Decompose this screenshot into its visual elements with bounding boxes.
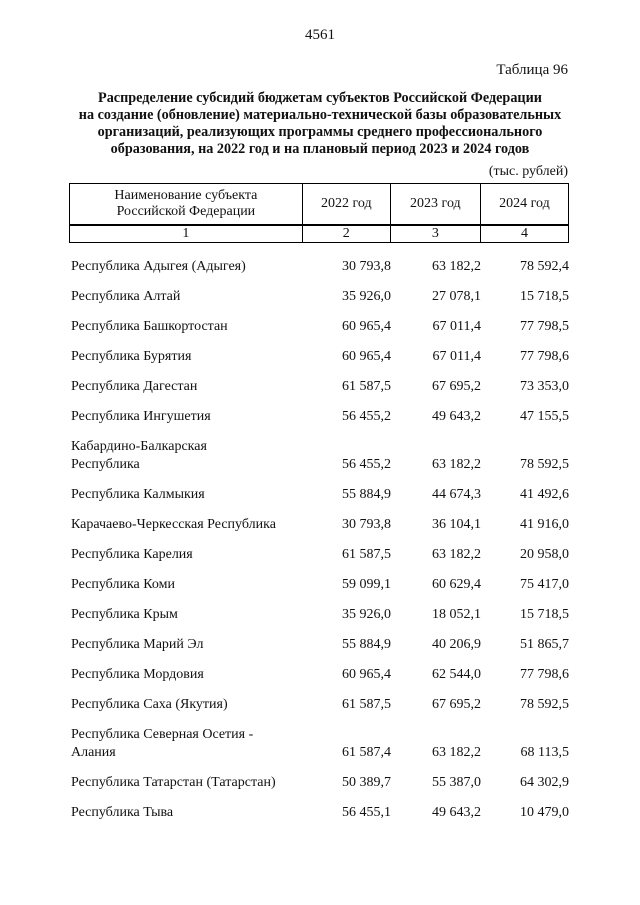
value-2024: 77 798,5: [520, 319, 569, 334]
table-row: [69, 564, 569, 594]
subject-name: [69, 276, 303, 306]
table-row: [69, 534, 569, 564]
subject-name: [69, 474, 303, 504]
value-2022: 50 389,7: [342, 775, 391, 790]
subject-name-line: Кабардино-Балкарская: [71, 439, 207, 454]
column-number: 4: [480, 225, 568, 243]
table-row: [69, 594, 569, 624]
value-2023: 18 052,1: [432, 607, 481, 622]
title-line: организаций, реализующих программы среднего профессионального: [97, 124, 543, 140]
table-row: [69, 762, 569, 792]
table-row: [69, 504, 569, 534]
header-2024: 2024 год: [480, 184, 568, 226]
value-2023: 55 387,0: [432, 775, 481, 790]
units-label: (тыс. рублей): [488, 164, 568, 179]
table-row: [69, 474, 569, 504]
value-2022: 59 099,1: [342, 577, 391, 592]
value-2023: 49 643,2: [432, 409, 481, 424]
value-2023: 62 544,0: [432, 667, 481, 682]
value-2024: 77 798,6: [520, 667, 569, 682]
value-2022: 61 587,5: [342, 379, 391, 394]
value-2024: 51 865,7: [520, 637, 569, 652]
value-2022: 55 884,9: [342, 487, 391, 502]
value-2023: 49 643,2: [432, 805, 481, 820]
subject-name: [69, 594, 303, 624]
value-2024: 75 417,0: [520, 577, 569, 592]
value-2023: 63 182,2: [432, 457, 481, 472]
subject-name: [69, 336, 303, 366]
column-number: 1: [70, 225, 303, 243]
subject-name: [69, 306, 303, 336]
subject-name-line: Республика Карелия: [71, 547, 193, 562]
value-2022: 55 884,9: [342, 637, 391, 652]
subject-name: [69, 426, 303, 474]
header-2022: 2022 год: [302, 184, 390, 226]
subject-name: [69, 792, 303, 822]
value-2022: 35 926,0: [342, 607, 391, 622]
value-2024: 47 155,5: [520, 409, 569, 424]
value-2022: 60 965,4: [342, 319, 391, 334]
page-number: 4561: [305, 27, 335, 43]
subject-name-line: Республика Дагестан: [71, 379, 198, 394]
table-row: [69, 684, 569, 714]
value-2024: 78 592,5: [520, 457, 569, 472]
column-number: 2: [302, 225, 390, 243]
value-2023: 63 182,2: [432, 745, 481, 760]
subject-name-line: Республика Северная Осетия -: [71, 727, 254, 742]
value-2024: 68 113,5: [520, 745, 569, 760]
table-row: [69, 306, 569, 336]
table-header: [69, 183, 569, 243]
subject-name: [69, 396, 303, 426]
subject-name: [69, 684, 303, 714]
value-2023: 67 695,2: [432, 379, 481, 394]
value-2023: 40 206,9: [432, 637, 481, 652]
value-2023: 67 695,2: [432, 697, 481, 712]
table-row: [69, 366, 569, 396]
column-number: 3: [390, 225, 480, 243]
subject-name-line: Республика Башкортостан: [71, 319, 228, 334]
subject-name-line: Республика Тыва: [71, 805, 174, 820]
title-line: на создание (обновление) материально-технической базы образовательных: [78, 107, 562, 123]
subject-name: [69, 534, 303, 564]
table-row: [69, 792, 569, 822]
value-2022: 61 587,4: [342, 745, 391, 760]
title-line: образования, на 2022 год и на плановый период 2023 и 2024 годов: [110, 141, 530, 157]
header-subject: [70, 184, 303, 226]
table-row: [69, 714, 569, 762]
document-title: [60, 90, 580, 158]
value-2022: 35 926,0: [342, 289, 391, 304]
subject-name-line: Республика Крым: [71, 607, 178, 622]
subject-name: [69, 366, 303, 396]
value-2024: 20 958,0: [520, 547, 569, 562]
table-row: [69, 624, 569, 654]
header-row: [70, 184, 569, 226]
value-2023: 63 182,2: [432, 547, 481, 562]
subject-name-line: Республика Адыгея (Адыгея): [71, 259, 246, 274]
value-2022: 56 455,2: [342, 409, 391, 424]
subject-name-line: Республика Коми: [71, 577, 175, 592]
subject-name: [69, 246, 303, 276]
subject-name-line: Республика Саха (Якутия): [71, 697, 228, 712]
table-row: [69, 246, 569, 276]
subject-name-line: Республика Марий Эл: [71, 637, 204, 652]
table-row: [69, 426, 569, 474]
value-2024: 77 798,6: [520, 349, 569, 364]
subject-name-line: Республика Калмыкия: [71, 487, 205, 502]
value-2022: 56 455,1: [342, 805, 391, 820]
value-2024: 73 353,0: [520, 379, 569, 394]
value-2023: 63 182,2: [432, 259, 481, 274]
value-2023: 36 104,1: [432, 517, 481, 532]
table-row: [69, 396, 569, 426]
header-2023: 2023 год: [390, 184, 480, 226]
value-2024: 41 916,0: [520, 517, 569, 532]
table-row: [69, 276, 569, 306]
value-2023: 60 629,4: [432, 577, 481, 592]
subject-name-line: Алания: [71, 745, 116, 760]
value-2024: 15 718,5: [520, 289, 569, 304]
column-number-row: [70, 225, 569, 243]
table-row: [69, 336, 569, 366]
header-subject-line: Наименование субъекта: [114, 188, 258, 203]
subject-name-line: Республика Алтай: [71, 289, 181, 304]
value-2022: 60 965,4: [342, 349, 391, 364]
subject-name-line: Республика Татарстан (Татарстан): [71, 775, 276, 790]
subject-name: [69, 714, 303, 762]
value-2023: 67 011,4: [432, 319, 481, 334]
value-2023: 67 011,4: [432, 349, 481, 364]
table-row: [69, 654, 569, 684]
subject-name: [69, 564, 303, 594]
value-2024: 78 592,5: [520, 697, 569, 712]
subject-name: [69, 504, 303, 534]
data-table: [69, 246, 569, 822]
value-2022: 56 455,2: [342, 457, 391, 472]
value-2023: 44 674,3: [432, 487, 481, 502]
subject-name-line: Республика: [71, 457, 140, 472]
value-2022: 30 793,8: [342, 259, 391, 274]
value-2022: 60 965,4: [342, 667, 391, 682]
value-2024: 78 592,4: [520, 259, 569, 274]
subject-name-line: Карачаево-Черкесская Республика: [71, 517, 276, 532]
title-line: Распределение субсидий бюджетам субъектов Российской Федерации: [98, 90, 542, 106]
table-label: Таблица 96: [496, 62, 568, 78]
value-2024: 15 718,5: [520, 607, 569, 622]
subject-name-line: Республика Мордовия: [71, 667, 204, 682]
value-2024: 41 492,6: [520, 487, 569, 502]
subject-name: [69, 762, 303, 792]
value-2024: 64 302,9: [520, 775, 569, 790]
subject-name: [69, 654, 303, 684]
value-2022: 30 793,8: [342, 517, 391, 532]
value-2022: 61 587,5: [342, 697, 391, 712]
header-subject-line: Российской Федерации: [116, 204, 256, 219]
subject-name-line: Республика Ингушетия: [71, 409, 211, 424]
subject-name-line: Республика Бурятия: [71, 349, 192, 364]
value-2024: 10 479,0: [520, 805, 569, 820]
subject-name: [69, 624, 303, 654]
value-2022: 61 587,5: [342, 547, 391, 562]
value-2023: 27 078,1: [432, 289, 481, 304]
